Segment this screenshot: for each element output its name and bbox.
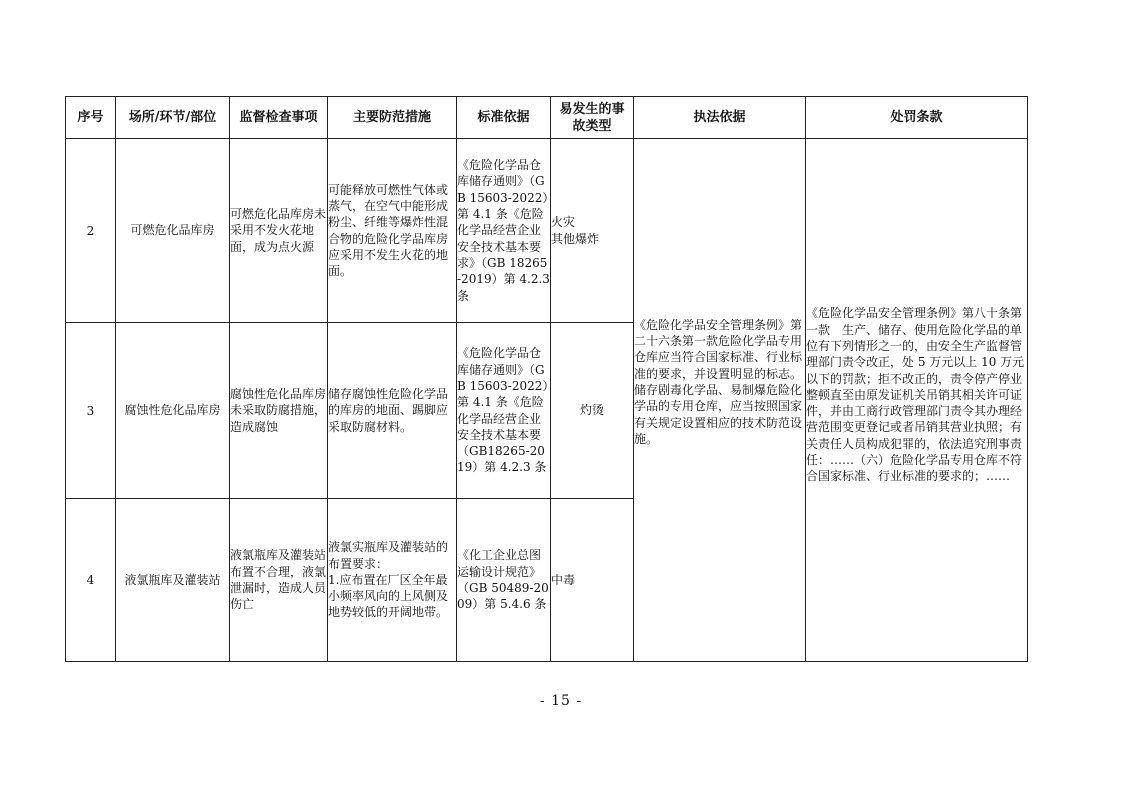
- row-seq: 2: [66, 139, 116, 323]
- inspection-table: [65, 96, 1028, 662]
- page-number: - 15 -: [539, 693, 583, 709]
- header-accident: 易发生的事故类型: [551, 97, 634, 139]
- row-place: 可燃危化品库房: [116, 139, 230, 323]
- row-accident: 灼烫: [551, 323, 634, 499]
- header-standard: 标准依据: [457, 97, 551, 139]
- header-place: 场所/环节/部位: [116, 97, 230, 139]
- row-standard: 《危险化学品仓库储存通则》（GB 15603-2022）第 4.1 条《危险化学品经营企业安全技术基本要（GB18265-2019）第 4.2.3 条: [457, 323, 551, 499]
- row-item: 腐蚀性危化品库房未采取防腐措施，造成腐蚀: [230, 323, 328, 499]
- penalty-cell: 《危险化学品安全管理条例》第八十条第一款 生产、储存、使用危险化学品的单位有下列情形之一的，由安全生产监督管理部门责令改正，处 5 万元以上 10 万元以下的罚款；拒不改正的，责令停产停业整顿直至由原发证机关吊销其相关许可证件，并由工商行政管理部门责令其办理经营范围变更登记或者吊销其营业执照；有关责任人员构成犯罪的，依法追究刑事责任：……（六）危险化学品专用仓库不符合国家标准、行业标准的要求的；……: [806, 139, 1028, 662]
- law-basis-cell: 《危险化学品安全管理条例》第二十六条第一款危险化学品专用仓库应当符合国家标准、行业标准的要求，并设置明显的标志。储存剧毒化学品、易制爆危险化学品的专用仓库，应当按照国家有关规定设置相应的技术防范设施。: [634, 139, 806, 662]
- row-seq: 4: [66, 499, 116, 662]
- header-seq: 序号: [66, 97, 116, 139]
- row-place: 腐蚀性危化品库房: [116, 323, 230, 499]
- row-standard: 《危险化学品仓库储存通则》（GB 15603-2022）第 4.1 条《危险化学品经营企业安全技术基本要求》（GB 18265-2019）第 4.2.3 条: [457, 139, 551, 323]
- header-law: 执法依据: [634, 97, 806, 139]
- row-place: 液氯瓶库及灌装站: [116, 499, 230, 662]
- header-penalty: 处罚条款: [806, 97, 1028, 139]
- header-measure: 主要防范措施: [328, 97, 457, 139]
- table-row: [66, 139, 1028, 323]
- row-measure: 储存腐蚀性危险化学品的库房的地面、踢脚应采取防腐材料。: [328, 323, 457, 499]
- row-measure: 液氯实瓶库及灌装站的布置要求： 1.应布置在厂区全年最小频率风向的上风侧及地势较低的开阔地带。: [328, 499, 457, 662]
- header-row: [66, 97, 1028, 139]
- row-accident: 火灾 其他爆炸: [551, 139, 634, 323]
- row-item: 液氯瓶库及灌装站布置不合理，液氯泄漏时，造成人员伤亡: [230, 499, 328, 662]
- header-item: 监督检查事项: [230, 97, 328, 139]
- row-standard: 《化工企业总图运输设计规范》（GB 50489-2009）第 5.4.6 条: [457, 499, 551, 662]
- row-item: 可燃危化品库房未采用不发火花地面，成为点火源: [230, 139, 328, 323]
- row-measure: 可能释放可燃性气体或蒸气，在空气中能形成粉尘、纤维等爆炸性混合物的危险化学品库房应采用不发生火花的地面。: [328, 139, 457, 323]
- row-accident: 中毒: [551, 499, 634, 662]
- row-seq: 3: [66, 323, 116, 499]
